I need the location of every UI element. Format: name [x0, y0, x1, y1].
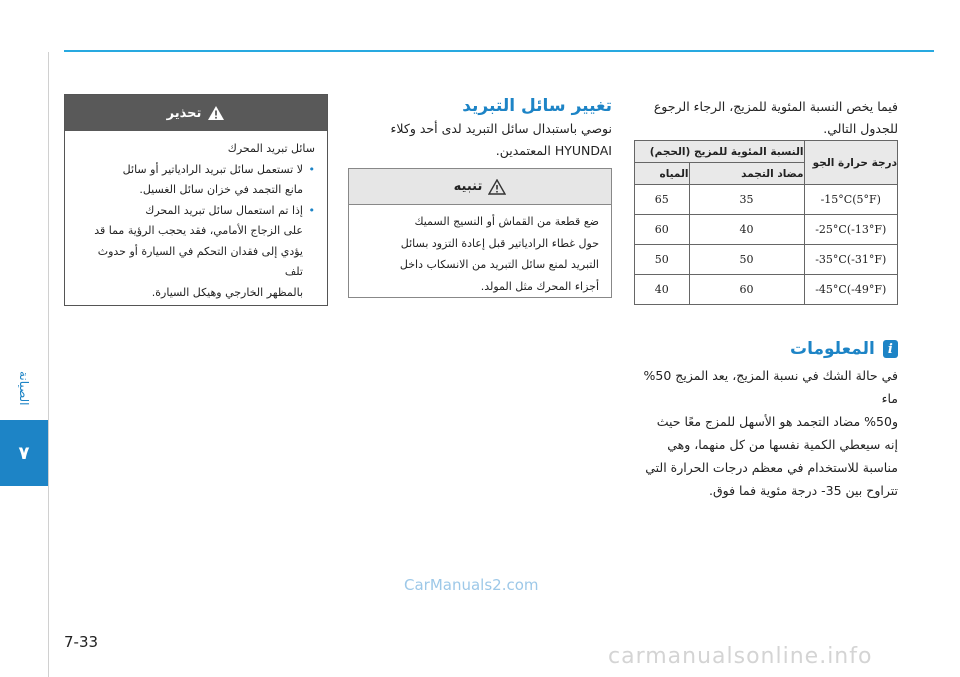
caution-triangle-icon	[488, 179, 506, 195]
table-header-temperature: درجة حرارة الجو	[804, 141, 897, 185]
body-line: HYUNDAI المعتمدين.	[495, 143, 612, 158]
cell-temperature: -15°C(5°F)	[804, 185, 897, 215]
information-title: المعلومات	[790, 339, 875, 359]
warning-intro: سائل تبريد المحرك	[227, 142, 315, 155]
footer-watermark: carmanualsonline.info	[608, 644, 873, 669]
caution-box	[348, 168, 612, 298]
table-header-water: المياه	[635, 163, 690, 185]
info-line: مناسبة للاستخدام في معظم درجات الحرارة التي	[645, 460, 898, 475]
coolant-concentration-table	[634, 140, 898, 305]
caution-line: ضع قطعة من القماش أو النسيج السميك	[414, 215, 599, 228]
bullet-line: • إذا تم استعمال سائل تبريد المحرك	[145, 203, 303, 217]
list-item	[77, 201, 315, 304]
info-line: تتراوح بين 35- درجة مئوية فما فوق.	[708, 483, 898, 498]
table-header-antifreeze: مضاد التجمد	[689, 163, 804, 185]
mixture-intro: فيما يخص النسبة المئوية للمزيج، الرجاء الرجوع للجدول التالي.	[653, 99, 898, 136]
section-title: تغيير سائل التبريد	[462, 96, 612, 116]
info-line: في حالة الشك في نسبة المزيج، يعد المزيج 50% ماء	[643, 368, 898, 406]
cell-water: 65	[635, 185, 690, 215]
bullet-line: بالمظهر الخارجي وهيكل السيارة.	[151, 285, 303, 299]
caution-line: حول غطاء الرادياتير قبل إعادة التزود بسائل	[400, 236, 599, 250]
section-body	[348, 118, 612, 162]
caution-body	[349, 205, 611, 297]
cell-temperature: -35°C(-31°F)	[804, 245, 897, 275]
cell-water: 60	[635, 215, 690, 245]
bullet-line: • لا تستعمل سائل تبريد الرادياتير أو سائل	[122, 162, 303, 176]
body-line: نوصي باستبدال سائل التبريد لدى أحد وكلاء	[390, 121, 612, 136]
warning-box	[64, 94, 328, 306]
cell-antifreeze: 35	[689, 185, 804, 215]
cell-water: 40	[635, 275, 690, 305]
warning-list	[77, 160, 315, 304]
bullet-line: على الزجاج الأمامي، فقد يحجب الرؤية مما قد	[94, 224, 303, 237]
warning-header	[65, 95, 327, 131]
warning-body	[65, 131, 327, 303]
cell-water: 50	[635, 245, 690, 275]
caution-line: أجزاء المحرك مثل المولد.	[480, 279, 599, 293]
caution-line: التبريد لمنع سائل التبريد من الانسكاب داخل	[399, 258, 599, 271]
table-row	[635, 275, 898, 305]
info-line: و50% مضاد التجمد هو الأسهل للمزج معًا حيث	[656, 414, 898, 429]
table-row	[635, 245, 898, 275]
list-item	[77, 160, 315, 201]
bullet-line: مانع التجمد في خزان سائل الغسيل.	[139, 183, 303, 196]
cell-antifreeze: 50	[689, 245, 804, 275]
warning-triangle-icon	[207, 105, 225, 121]
watermark-text: CarManuals2.com	[404, 576, 539, 594]
chapter-tab[interactable]: ٧	[0, 420, 48, 486]
cell-antifreeze: 60	[689, 275, 804, 305]
cell-temperature: -45°C(-49°F)	[804, 275, 897, 305]
info-icon: i	[883, 340, 898, 358]
margin-rule	[48, 52, 49, 677]
cell-antifreeze: 40	[689, 215, 804, 245]
page-number: 7-33	[64, 633, 99, 651]
info-line: إنه سيعطي الكمية نفسها من كل منهما، وهي	[667, 437, 898, 452]
table-row	[635, 185, 898, 215]
section-label: الصيانة	[17, 370, 31, 406]
information-heading	[790, 338, 898, 360]
information-body	[634, 364, 898, 502]
header-rule	[64, 50, 934, 52]
caution-title: تنبيه	[453, 179, 483, 194]
warning-title: تحذير	[166, 105, 202, 121]
table-header-ratio: النسبة المئوية للمزيج (الحجم)	[635, 141, 805, 163]
caution-header	[349, 169, 611, 205]
bullet-line: يؤدي إلى فقدان التحكم في السيارة أو حدوث تلف	[97, 244, 303, 278]
table-row	[635, 215, 898, 245]
cell-temperature: -25°C(-13°F)	[804, 215, 897, 245]
